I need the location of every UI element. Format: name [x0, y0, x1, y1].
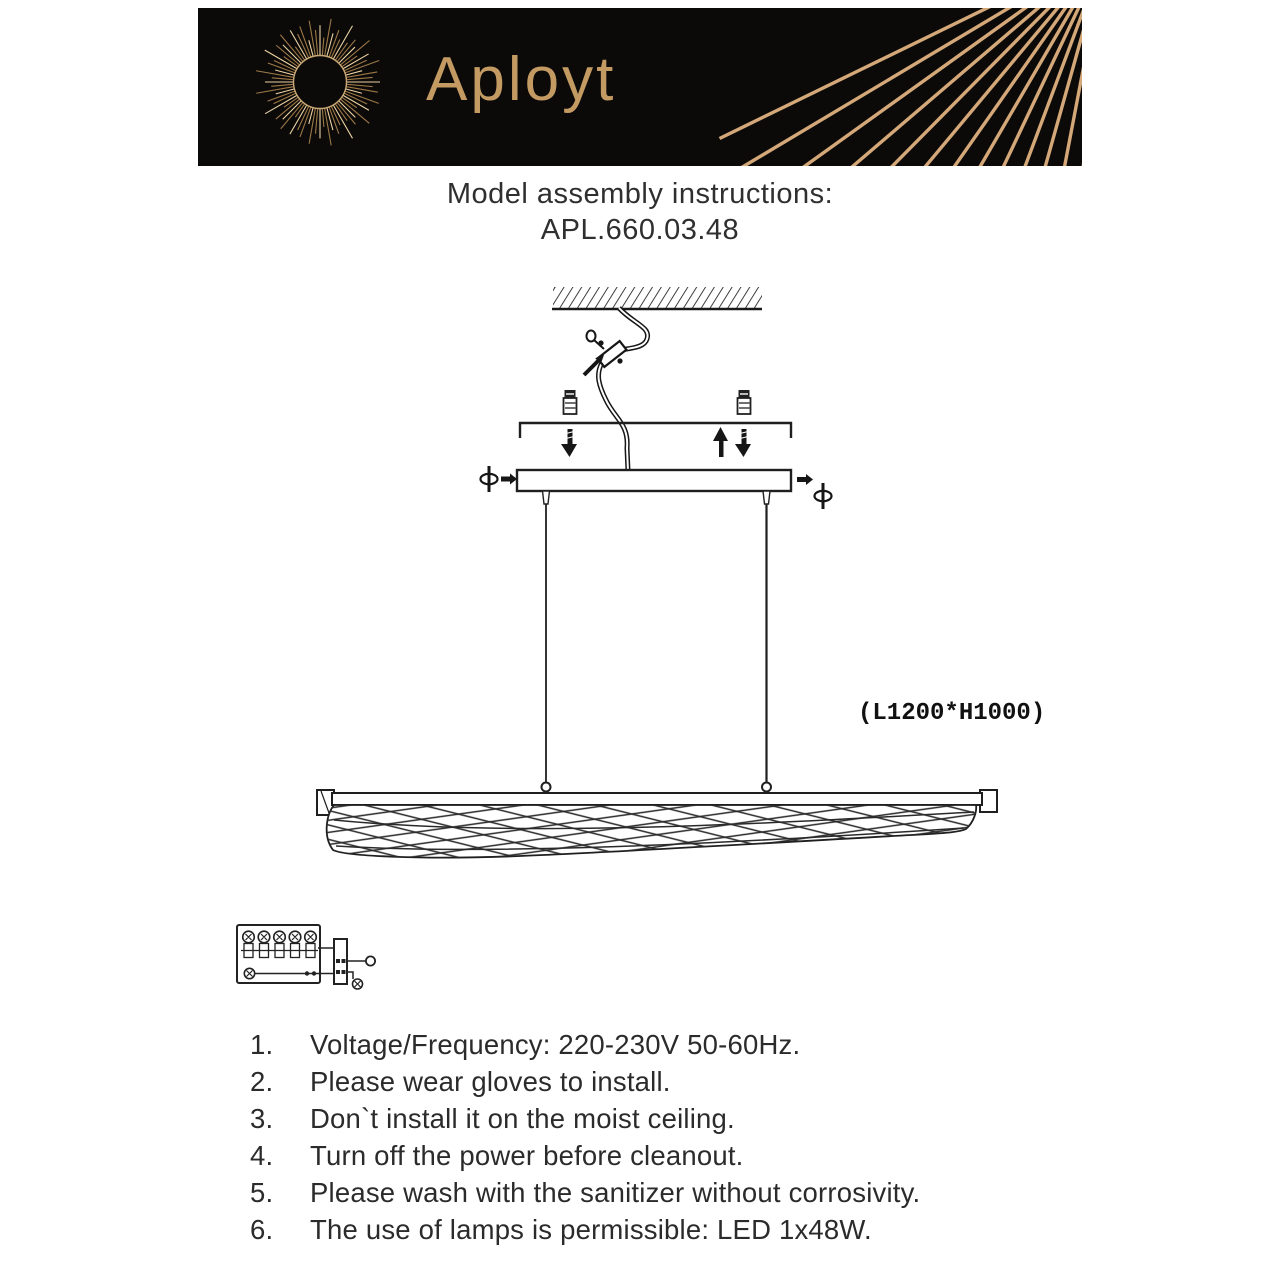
instruction-text: Please wear gloves to install.: [310, 1066, 671, 1097]
instruction-text: Please wash with the sanitizer without corrosivity.: [310, 1177, 921, 1208]
instruction-number: 6.: [250, 1214, 274, 1245]
instruction-item: [250, 1174, 1110, 1211]
screw-down-right-icon: [735, 429, 751, 457]
wall-anchor-right-icon: [738, 390, 751, 414]
power-cable: [599, 308, 648, 471]
wall-anchor-left-icon: [564, 390, 577, 414]
instruction-number: 4.: [250, 1140, 274, 1171]
instruction-number: 3.: [250, 1103, 274, 1134]
instruction-item: [250, 1100, 1110, 1137]
dimension-label: (L1200*H1000): [858, 700, 1046, 727]
brand-wordmark: Aployt: [426, 45, 617, 114]
ceiling-hatch: [552, 287, 762, 309]
rotation-screw-left-icon: [481, 466, 518, 492]
suspension-wire-left: [542, 491, 551, 792]
suspension-wire-right: [762, 491, 771, 792]
model-number: APL.660.03.48: [540, 214, 740, 246]
terminal-screws: [241, 931, 318, 957]
instruction-number: 1.: [250, 1029, 274, 1060]
insert-up-arrow-icon: [713, 427, 728, 457]
page-title: Model assembly instructions:: [446, 178, 834, 210]
instruction-item: [250, 1211, 1110, 1248]
wire-end-loop: [366, 956, 375, 965]
instruction-text: The use of lamps is permissible: LED 1x48W.: [310, 1214, 872, 1245]
rotation-screw-right-icon: [797, 474, 832, 509]
instruction-number: 5.: [250, 1177, 274, 1208]
instruction-item: [250, 1026, 1110, 1063]
instruction-item: [250, 1063, 1110, 1100]
instruction-item: [250, 1137, 1110, 1174]
screw-down-left-icon: [561, 429, 577, 457]
instruction-text: Voltage/Frequency: 220-230V 50-60Hz.: [310, 1029, 801, 1060]
instruction-number: 2.: [250, 1066, 274, 1097]
cable-connector: [587, 331, 627, 367]
lamp-fixture: [317, 790, 997, 864]
instruction-text: Don`t install it on the moist ceiling.: [310, 1103, 735, 1134]
canopy-plate: [517, 470, 791, 491]
instruction-list: [250, 1026, 1110, 1248]
mesh-pattern: [320, 798, 985, 864]
mounting-bracket-line: [520, 423, 791, 438]
wiring-diagram: [237, 925, 375, 989]
instruction-text: Turn off the power before cleanout.: [310, 1140, 744, 1171]
